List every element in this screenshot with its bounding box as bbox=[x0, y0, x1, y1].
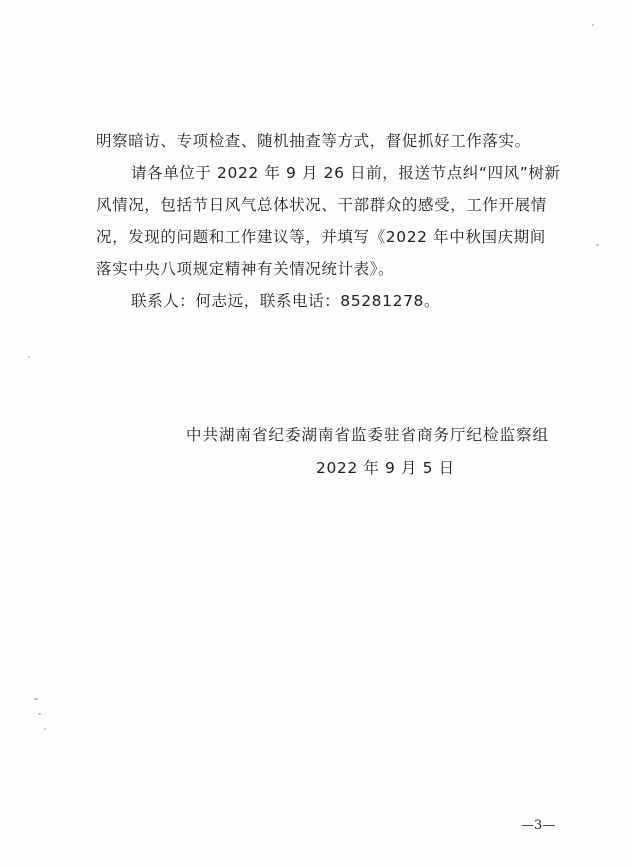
signature-organization: 中共湖南省纪委湖南省监委驻省商务厅纪检监察组 bbox=[186, 426, 550, 444]
body-line-4: 况，发现的问题和工作建议等，并填写《2022 年中秋国庆期间 bbox=[96, 228, 546, 246]
signature-date: 2022 年 9 月 5 日 bbox=[316, 459, 455, 477]
body-line-3: 风情况，包括节日风气总体状况、干部群众的感受，工作开展情 bbox=[96, 196, 547, 214]
scan-speck bbox=[44, 728, 46, 730]
scan-speck bbox=[28, 356, 30, 358]
scan-speck bbox=[592, 24, 594, 26]
scan-speck bbox=[34, 698, 38, 700]
contact-line: 联系人：何志远，联系电话：85281278。 bbox=[131, 292, 441, 310]
scan-speck bbox=[596, 244, 599, 246]
body-line-5: 落实中央八项规定精神有关情况统计表》。 bbox=[96, 260, 395, 278]
body-line-1: 明察暗访、专项检查、随机抽查等方式，督促抓好工作落实。 bbox=[96, 132, 531, 150]
body-line-2: 请各单位于 2022 年 9 月 26 日前，报送节点纠“四风”树新 bbox=[131, 164, 561, 182]
page-number: —3— bbox=[521, 818, 556, 833]
scan-speck bbox=[38, 713, 41, 715]
